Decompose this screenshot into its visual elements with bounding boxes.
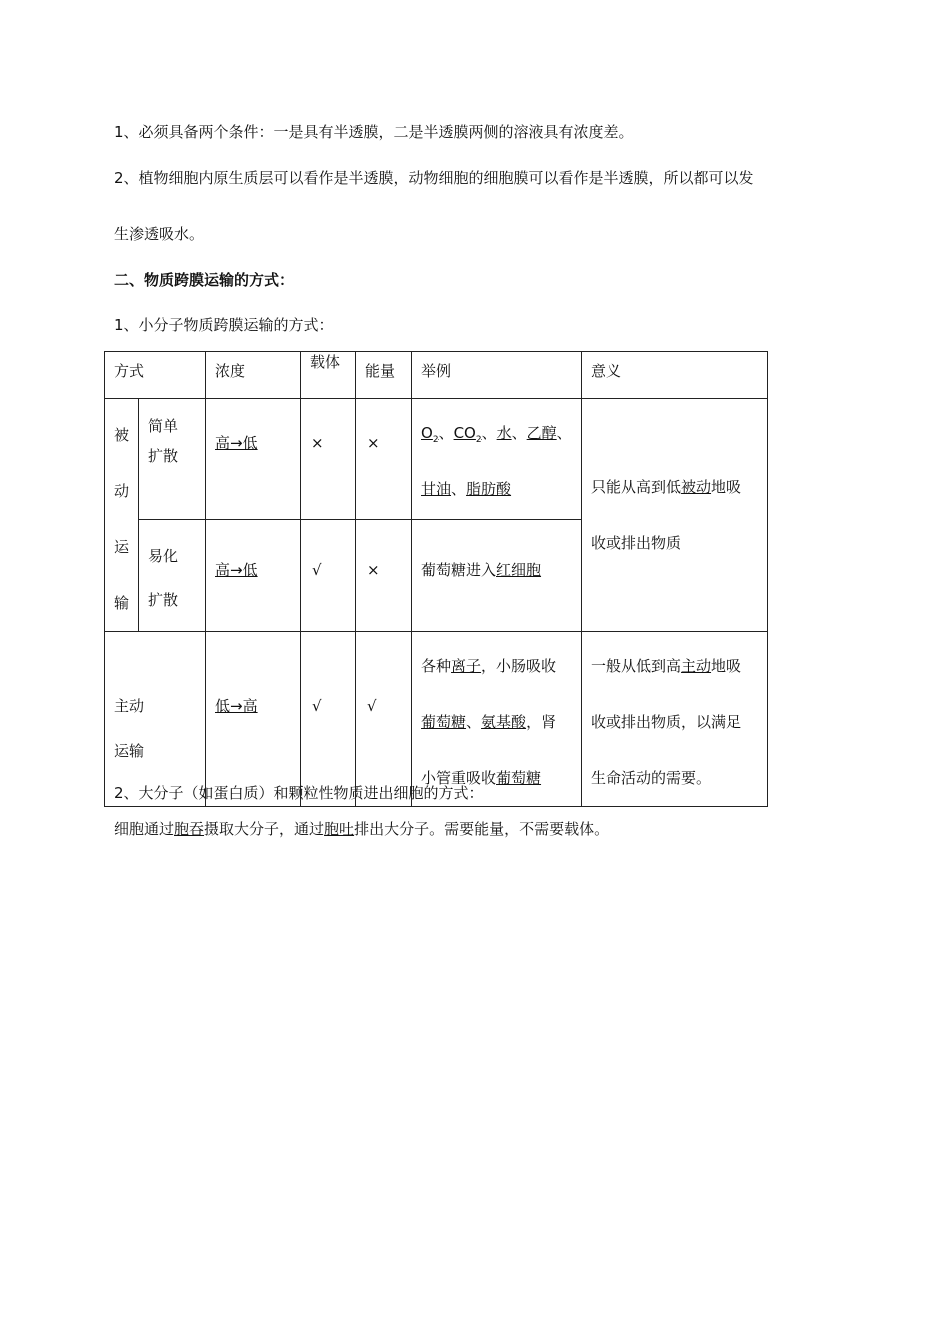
keyword-exocytosis: 胞吐: [324, 820, 355, 838]
example-oxygen: $O_2$: [421, 424, 439, 445]
active-example-line3: 小管重吸收葡萄糖: [421, 769, 542, 787]
header-meaning: 意义: [582, 352, 768, 399]
passive-char-2: 动: [114, 482, 130, 500]
simple-diffusion-concentration: [206, 399, 301, 520]
header-carrier: 载体: [301, 352, 356, 399]
example-co2: $CO_2$: [453, 424, 482, 445]
passive-char-3: 运: [114, 538, 130, 556]
paragraph-semipermeable-line1: 2、植物细胞内原生质层可以看作是半透膜，动物细胞的细胞膜可以看作是半透膜，所以都可以发: [114, 169, 754, 187]
facilitated-diffusion-concentration: [206, 519, 301, 631]
passive-keyword: 被动: [681, 478, 712, 496]
active-example-line2: 葡萄糖、氨基酸，肾: [421, 713, 557, 731]
subheading-macromolecules: 2、大分子（如蛋白质）和颗粒性物质进出细胞的方式：: [114, 784, 484, 802]
simple-diffusion-name-line2: 扩散: [148, 447, 179, 465]
active-meaning-line2: 收或排出物质，以满足: [591, 713, 742, 731]
simple-diffusion-example: [412, 399, 582, 520]
paragraph-semipermeable-line2: 生渗透吸水。: [114, 225, 205, 243]
example-glucose: 葡萄糖: [421, 713, 467, 731]
active-meaning-line3: 生命活动的需要。: [591, 769, 712, 787]
subheading-small-molecules: 1、小分子物质跨膜运输的方式：: [114, 316, 334, 334]
header-example: 举例: [412, 352, 582, 399]
simple-diffusion-energy: ×: [356, 399, 412, 520]
table-header-row: [105, 352, 768, 399]
keyword-endocytosis: 胞吞: [174, 820, 205, 838]
facilitated-diffusion-carrier: √: [301, 519, 356, 631]
passive-meaning-line2: 收或排出物质: [591, 534, 682, 552]
paragraph-endocytosis: 细胞通过胞吞摄取大分子，通过胞吐排出大分子。需要能量，不需要载体。: [114, 820, 610, 838]
simple-example-line1: $O_2$、$CO_2$、水、乙醇、: [421, 424, 572, 445]
header-energy: 能量: [356, 352, 412, 399]
table-row-active-transport: [105, 632, 768, 807]
active-meaning-line1: 一般从低到高主动地吸: [591, 657, 742, 675]
active-transport-name: [105, 632, 206, 807]
active-keyword: 主动: [681, 657, 712, 675]
active-transport-energy: √: [356, 632, 412, 807]
example-amino-acid: 氨基酸: [481, 713, 527, 731]
section-heading-transport: 二、物质跨膜运输的方式：: [114, 271, 295, 289]
active-transport-carrier: √: [301, 632, 356, 807]
paragraph-osmosis-conditions: 1、必须具备两个条件：一是具有半透膜，二是半透膜两侧的溶液具有浓度差。: [114, 123, 634, 141]
example-fatty-acid: 脂肪酸: [466, 480, 512, 498]
active-transport-example: [412, 632, 582, 807]
example-red-blood-cell: 红细胞: [496, 560, 542, 579]
active-name-line2: 运输: [114, 742, 145, 760]
passive-char-4: 输: [114, 594, 130, 612]
facilitated-diffusion-name: [139, 519, 206, 631]
header-mode: 方式: [105, 352, 206, 399]
passive-meaning-line1: 只能从高到低被动地吸: [591, 478, 742, 496]
passive-meaning: [582, 399, 768, 632]
facilitated-name-line2: 扩散: [148, 590, 179, 609]
example-water: 水: [496, 424, 512, 442]
passive-transport-label: [105, 399, 139, 632]
facilitated-name-line1: 易化: [148, 546, 179, 565]
simple-diffusion-name-line1: 简单: [148, 417, 179, 435]
simple-diffusion-name: [139, 399, 206, 520]
simple-example-line2: 甘油、脂肪酸: [421, 480, 512, 498]
table-row-simple-diffusion: [105, 399, 768, 520]
example-ethanol: 乙醇: [526, 424, 557, 442]
active-meaning: [582, 632, 768, 807]
active-name-line1: 主动: [114, 697, 145, 715]
example-ions: 离子: [451, 657, 482, 675]
facilitated-conc-text: 高→低: [215, 560, 258, 579]
example-glycerol: 甘油: [421, 480, 452, 498]
simple-diffusion-carrier: ×: [301, 399, 356, 520]
header-concentration: 浓度: [206, 352, 301, 399]
transport-table: [104, 351, 768, 807]
example-glucose-kidney: 葡萄糖: [496, 769, 542, 787]
facilitated-diffusion-energy: ×: [356, 519, 412, 631]
active-transport-concentration: [206, 632, 301, 807]
passive-char-1: 被: [114, 426, 130, 444]
facilitated-diffusion-example: 葡萄糖进入红细胞: [412, 519, 582, 631]
active-conc-text: 低→高: [215, 697, 258, 715]
simple-diffusion-conc-text: 高→低: [215, 434, 258, 452]
active-example-line1: 各种离子，小肠吸收: [421, 657, 557, 675]
